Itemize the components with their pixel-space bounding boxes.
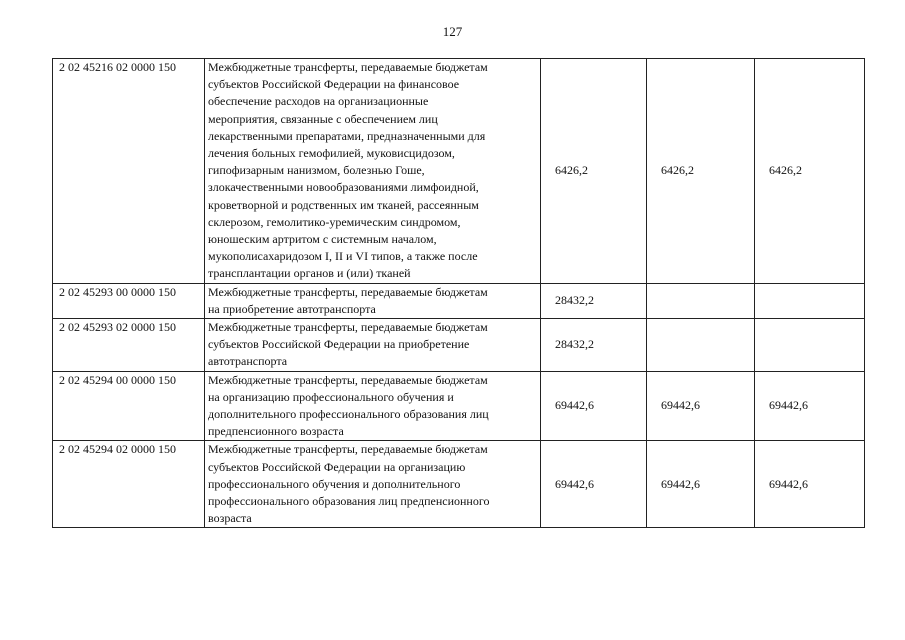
- budget-table: [52, 58, 865, 528]
- page-number: 127: [442, 24, 463, 39]
- value-column-1: 69442,6: [541, 441, 647, 528]
- row-description: Межбюджетные трансферты, передаваемые бюджетам субъектов Российской Федерации на организацию профессионального обучения и дополнительного профессионального образования лиц предпенсионного возраста: [205, 441, 541, 528]
- value-column-2: 69442,6: [647, 441, 755, 528]
- table-row: [53, 371, 865, 441]
- value-column-1: 69442,6: [541, 371, 647, 441]
- value-column-3: 6426,2: [755, 59, 865, 284]
- table-row: [53, 319, 865, 372]
- row-description: Межбюджетные трансферты, передаваемые бюджетам на организацию профессионального обучения и дополнительного профессионального образования лиц предпенсионного возраста: [205, 371, 541, 441]
- budget-code: 2 02 45293 02 0000 150: [53, 319, 205, 372]
- value-column-3: [755, 283, 865, 318]
- value-column-3: 69442,6: [755, 371, 865, 441]
- value-column-2: [647, 319, 755, 372]
- value-column-3: 69442,6: [755, 441, 865, 528]
- row-description: Межбюджетные трансферты, передаваемые бюджетам на приобретение автотранспорта: [205, 283, 541, 318]
- budget-code: 2 02 45216 02 0000 150: [53, 59, 205, 284]
- table-row: [53, 59, 865, 284]
- table-row: [53, 283, 865, 318]
- budget-code: 2 02 45294 02 0000 150: [53, 441, 205, 528]
- value-column-2: [647, 283, 755, 318]
- table-row: [53, 441, 865, 528]
- value-column-1: 28432,2: [541, 319, 647, 372]
- value-column-1: 28432,2: [541, 283, 647, 318]
- row-description: Межбюджетные трансферты, передаваемые бюджетам субъектов Российской Федерации на приобретение автотранспорта: [205, 319, 541, 372]
- value-column-2: 69442,6: [647, 371, 755, 441]
- row-description: Межбюджетные трансферты, передаваемые бюджетам субъектов Российской Федерации на финансовое обеспечение расходов на организационные мероприятия, связанные с обеспечением лиц лекарственными препаратами, предназначенными для лечения больных гемофилией, муковисцидозом, гипофизарным нанизмом, болезнью Гоше, злокачественными новообразованиями лимфоидной, кроветворной и родственных им тканей, рассеянным склерозом, гемолитико-уремическим синдромом, юношеским артритом с системным началом, мукополисахаридозом I, II и VI типов, а также после трансплантации органов и (или) тканей: [205, 59, 541, 284]
- budget-code: 2 02 45294 00 0000 150: [53, 371, 205, 441]
- value-column-2: 6426,2: [647, 59, 755, 284]
- value-column-3: [755, 319, 865, 372]
- budget-code: 2 02 45293 00 0000 150: [53, 283, 205, 318]
- value-column-1: 6426,2: [541, 59, 647, 284]
